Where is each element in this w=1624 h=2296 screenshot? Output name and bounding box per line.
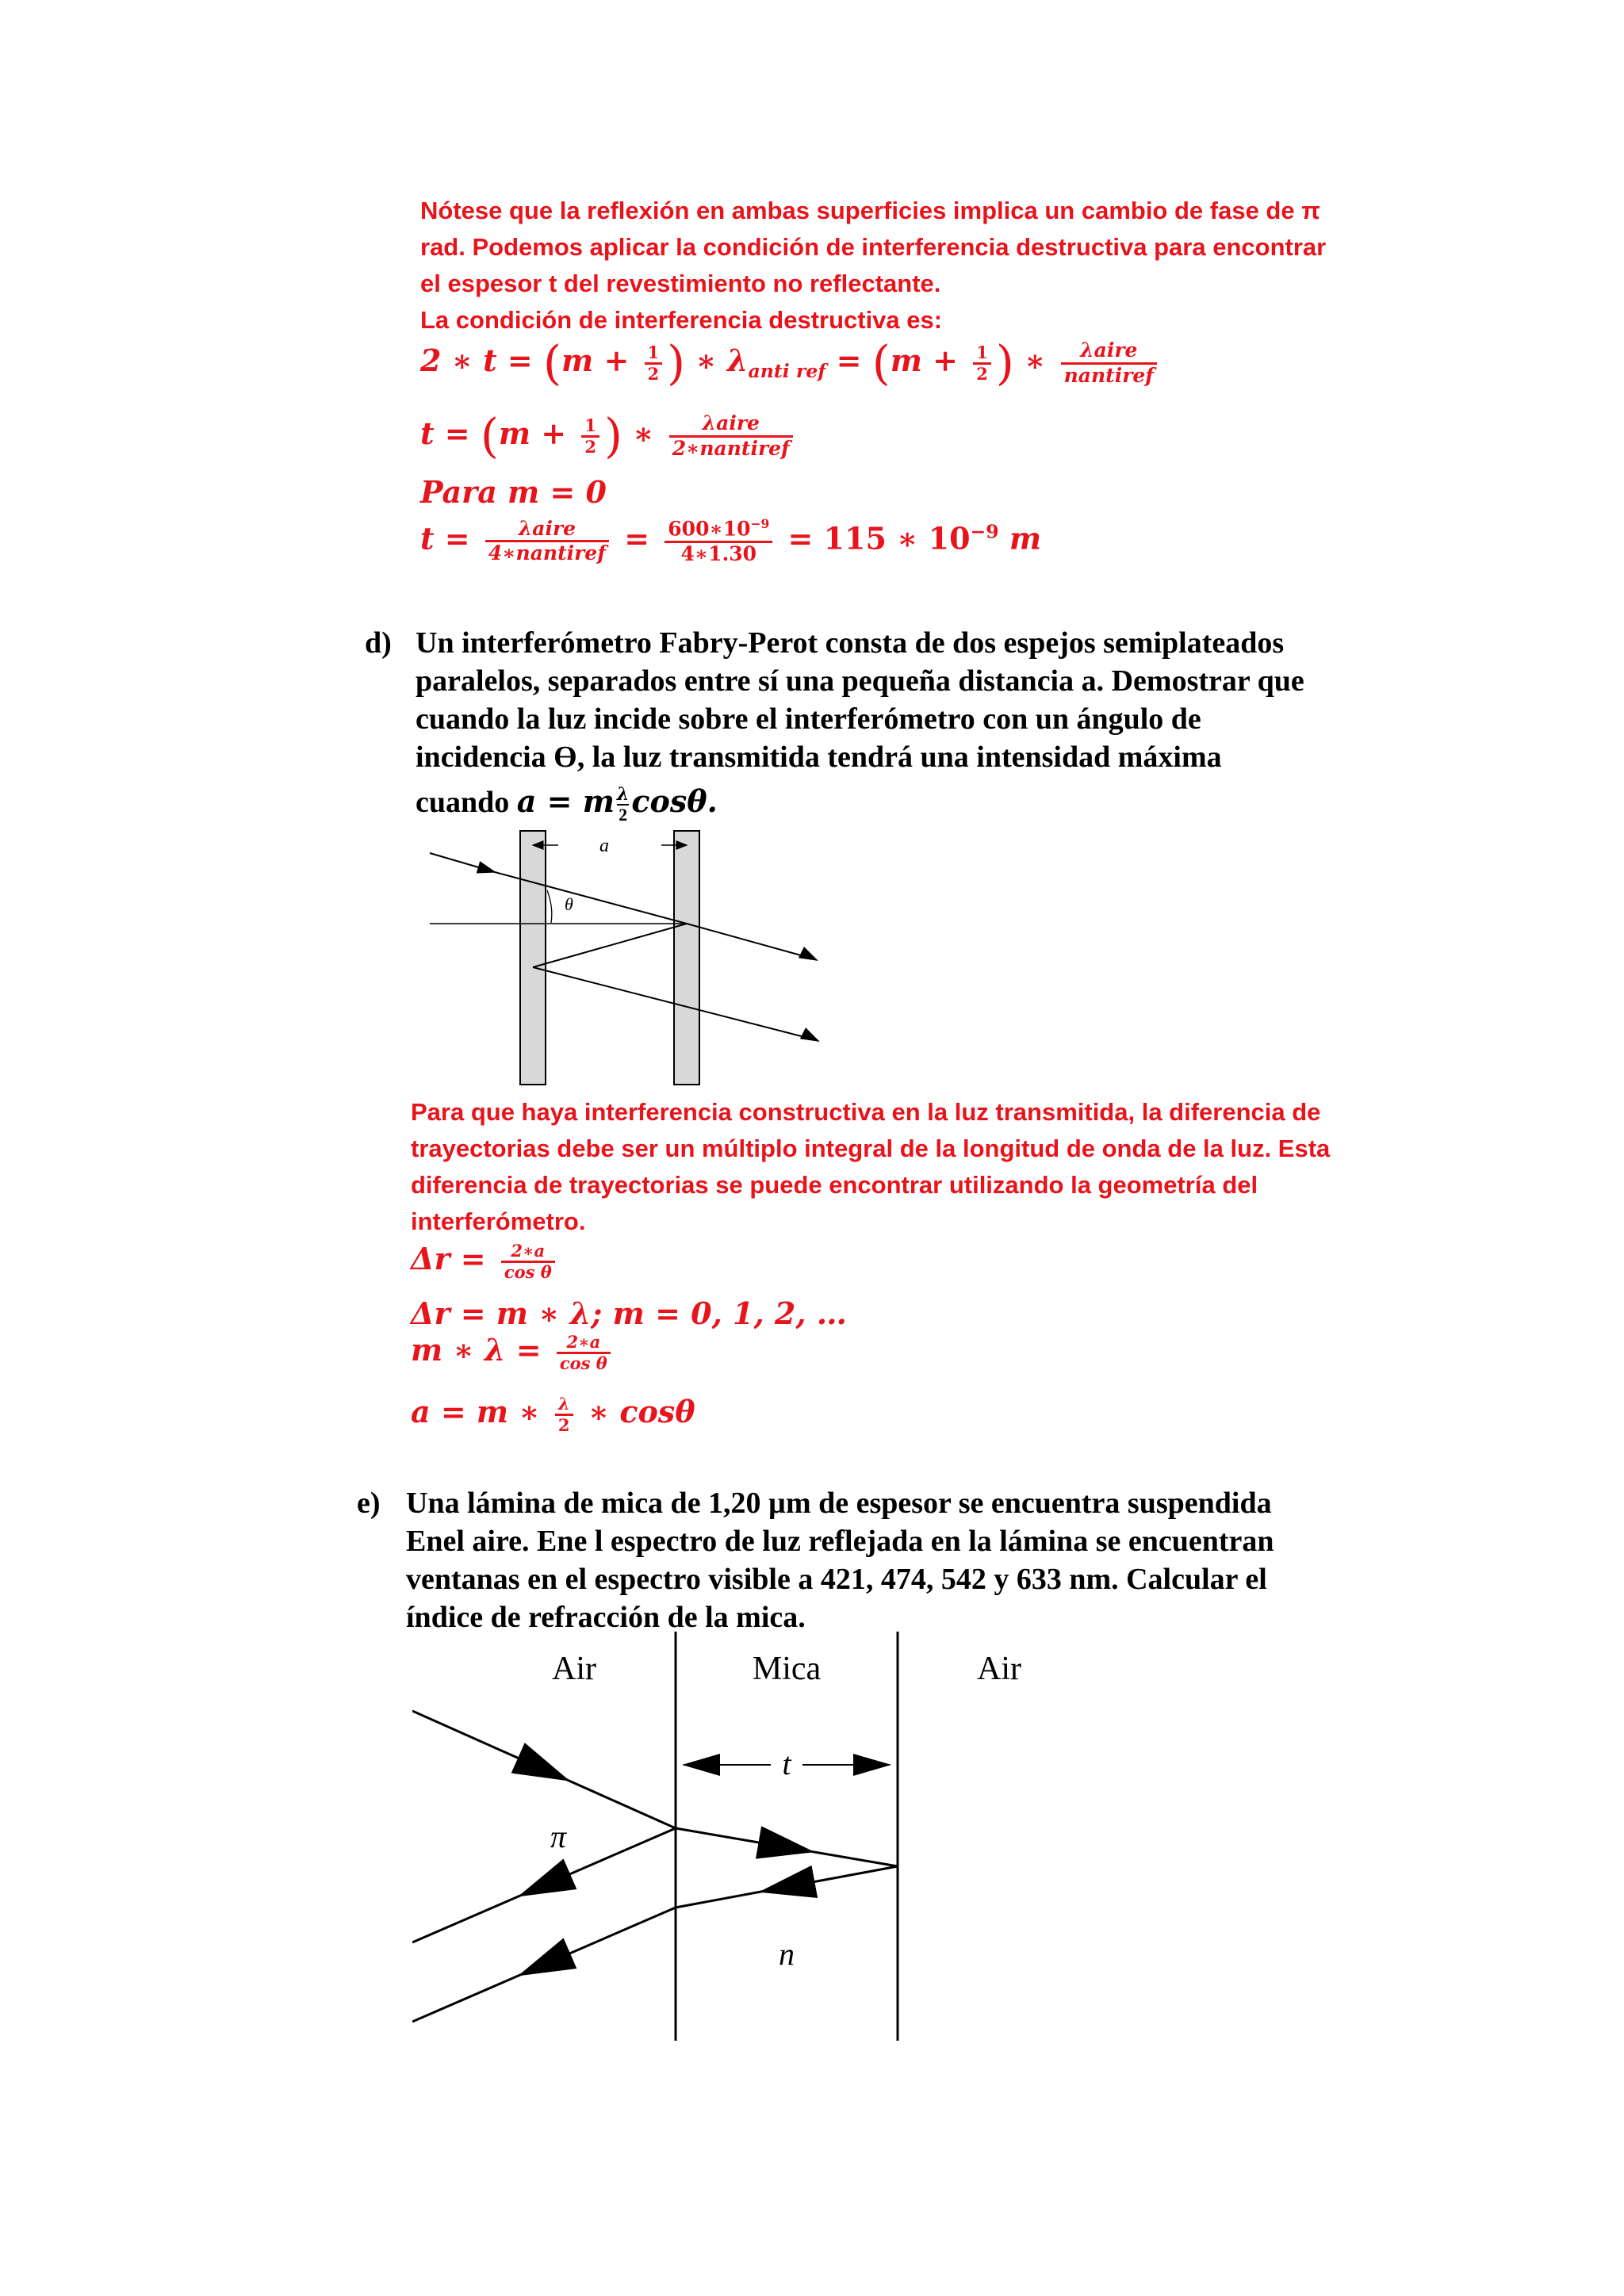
eq4-result-exp: −9 — [970, 520, 999, 543]
explanation-line: Para que haya interferencia constructiva en la luz transmitida, la diferencia de — [411, 1098, 1321, 1126]
last-eq-num: λ — [616, 784, 630, 806]
label-mica: Mica — [752, 1651, 822, 1687]
eq1-lambda-sub: anti ref — [748, 359, 826, 382]
fabry-perot-figure — [420, 825, 833, 1094]
eq-delta-r-m: Δr = m ∗ λ; m = 0, 1, 2, … — [411, 1295, 847, 1331]
eq2-frac-den: 2∗nantiref — [672, 436, 790, 460]
part-e-statement — [406, 1484, 1274, 1636]
eq1-frac-den: nantiref — [1063, 363, 1155, 387]
intro-line: el espesor t del revestimiento no reflectante. — [420, 270, 941, 297]
label-pi: π — [550, 1819, 567, 1854]
eq-a-result — [411, 1394, 695, 1435]
eq2-half-den: 2 — [584, 436, 596, 457]
eq2-lhs: t = — [420, 415, 470, 451]
eq1-m-plus: m + — [561, 342, 630, 378]
eq1-half-num: 1 — [645, 343, 663, 365]
eq2-times: ∗ — [633, 415, 654, 451]
eq-m-lambda — [411, 1332, 615, 1373]
intro-line: Nótese que la reflexión en ambas superficies implica un cambio de fase de π — [420, 197, 1320, 224]
last-line-prefix: cuando — [416, 786, 510, 819]
mirror-right — [674, 831, 699, 1085]
eq4-frac1-num: λaire — [485, 518, 609, 543]
statement-line: Una lámina de mica de 1,20 µm de espesor se encuentra suspendida — [406, 1487, 1272, 1520]
label-air-right: Air — [977, 1651, 1021, 1687]
eq1-half-den: 2 — [647, 363, 660, 384]
eq1-times-2: ∗ — [1025, 342, 1046, 378]
equation-thickness: t = (m + $\frac{1}{2}$ ) ∗ $\frac{\text{λaire}}{\text{2∗nantiref}}$ — [420, 412, 798, 461]
eq1-lambda: λ — [726, 342, 749, 378]
last-eq-den: 2 — [619, 805, 628, 825]
statement-line: índice de refracción de la mica. — [406, 1601, 806, 1634]
e3-lhs: m ∗ λ = — [411, 1332, 542, 1368]
eq4-frac2-num: 600∗10 — [668, 517, 751, 541]
eq1-equals: = — [836, 342, 862, 378]
eq4-frac2-den: 4∗1.30 — [680, 542, 757, 566]
mirror-left — [520, 831, 546, 1085]
e4-num: λ — [555, 1395, 573, 1416]
label-air-left: Air — [552, 1651, 596, 1687]
label-theta: θ — [565, 894, 573, 914]
eq1-m-plus-2: m + — [890, 342, 959, 378]
statement-line-eq — [416, 783, 1304, 825]
explanation-line: interferómetro. — [411, 1207, 586, 1235]
part-d-explanation — [411, 1094, 1330, 1240]
eq1-half-num-2: 1 — [973, 343, 991, 365]
e4-den: 2 — [557, 1415, 570, 1435]
last-eq-a: a = m — [516, 783, 615, 819]
equation-destructive: 2 ∗ t = (m + $\frac{1}{2}$ ) ∗ $\lambda_{anti ref} = (m$ + $\frac{1}{2}$ ) ∗ $\frac{\text{λaire}}{\text{nantiref}}$ — [420, 339, 1162, 388]
eq4-frac1-den: 4∗nantiref — [488, 541, 606, 565]
e1-lhs: Δr = — [411, 1241, 486, 1276]
statement-line: incidencia ϴ, la luz transmitida tendrá una intensidad máxima — [416, 740, 1222, 774]
statement-line: Enel aire. Ene l espectro de luz reflejada en la lámina se encuentran — [406, 1525, 1274, 1558]
equation-para-m: Para m = 0 — [420, 474, 607, 510]
intro-line: rad. Podemos aplicar la condición de interferencia destructiva para encontrar — [420, 233, 1327, 261]
e3-num: 2∗a — [557, 1333, 611, 1354]
label-t: t — [782, 1746, 791, 1781]
intro-line: La condición de interferencia destructiva es: — [420, 306, 943, 334]
statement-line: cuando la luz incide sobre el interferómetro con un ángulo de — [416, 702, 1201, 736]
statement-line: Un interferómetro Fabry-Perot consta de dos espejos semiplateados — [416, 626, 1285, 660]
last-eq-cos: cosθ. — [631, 783, 718, 819]
eq2-frac-num: λaire — [669, 412, 793, 438]
e4-rhs: ∗ cosθ — [588, 1394, 695, 1429]
eq-delta-r — [411, 1241, 560, 1282]
e1-num: 2∗a — [501, 1242, 555, 1263]
eq4-lhs: t = — [420, 520, 470, 557]
eq4-unit: m — [1009, 520, 1042, 557]
part-e-label: e) — [357, 1487, 381, 1520]
part-d-statement — [416, 624, 1304, 825]
eq4-result: = 115 ∗ 10 — [787, 520, 971, 557]
eq2-half-num: 1 — [581, 416, 599, 438]
eq1-half-den-2: 2 — [976, 363, 988, 384]
label-n: n — [779, 1936, 795, 1972]
e3-den: cos θ — [559, 1353, 607, 1373]
eq4-frac2-exp: −9 — [750, 516, 770, 531]
eq1-times: ∗ — [695, 342, 717, 378]
e1-den: cos θ — [504, 1262, 552, 1282]
eq1-frac-num: λaire — [1061, 339, 1157, 365]
mica-figure — [412, 1632, 1063, 2044]
part-c-intro — [420, 193, 1326, 339]
part-d-label: d) — [365, 626, 392, 660]
explanation-line: diferencia de trayectorias se puede encontrar utilizando la geometría del — [411, 1171, 1258, 1199]
e4-lhs: a = m ∗ — [411, 1394, 540, 1429]
label-a: a — [599, 836, 609, 856]
statement-line: paralelos, separados entre sí una pequeña distancia a. Demostrar que — [416, 664, 1304, 698]
equation-result: t = $\frac{\text{λaire}}{\text{4∗nantiref}}$ = $\frac{600∗10^{-9}}{4∗1.30}$ = 115 ∗ $10^{-9}$ m — [420, 516, 1042, 566]
statement-line: ventanas en el espectro visible a 421, 474, 542 y 633 nm. Calcular el — [406, 1563, 1267, 1596]
eq1-lhs: 2 ∗ t = — [420, 342, 533, 378]
eq2-m-plus: m + — [498, 415, 567, 451]
explanation-line: trayectorias debe ser un múltiplo integral de la longitud de onda de la luz. Esta — [411, 1135, 1331, 1162]
